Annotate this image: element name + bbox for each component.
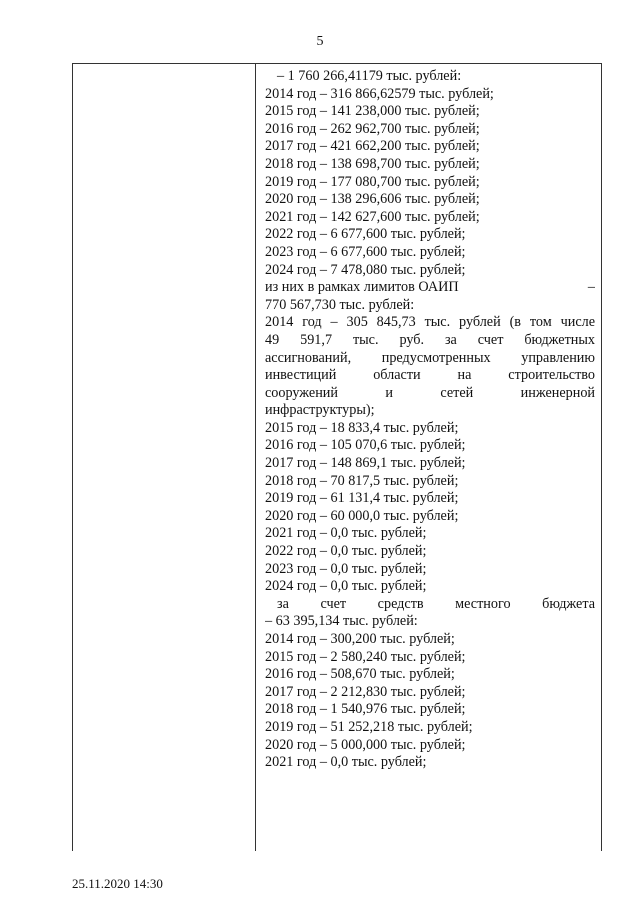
- local-year-line: 2021 год – 0,0 тыс. рублей;: [265, 754, 427, 771]
- total-year-line: 2014 год – 316 866,62579 тыс. рублей;: [265, 85, 494, 102]
- total-year-line: 2015 год – 141 238,000 тыс. рублей;: [265, 103, 480, 120]
- oaip-year-line: 2022 год – 0,0 тыс. рублей;: [265, 543, 427, 560]
- oaip-2014-line: 2014 год – 305 845,73 тыс. рублей (в том числе: [265, 314, 595, 331]
- local-year-line: 2018 год – 1 540,976 тыс. рублей;: [265, 701, 466, 718]
- oaip-year-line: 2023 год – 0,0 тыс. рублей;: [265, 560, 427, 577]
- funding-table: [72, 63, 602, 851]
- local-year-line: 2015 год – 2 580,240 тыс. рублей;: [265, 648, 466, 665]
- total-year-line: 2023 год – 6 677,600 тыс. рублей;: [265, 243, 466, 260]
- local-year-line: 2020 год – 5 000,000 тыс. рублей;: [265, 736, 466, 753]
- local-year-line: 2016 год – 508,670 тыс. рублей;: [265, 666, 455, 683]
- oaip-years-list: [265, 420, 595, 596]
- oaip-year-line: 2021 год – 0,0 тыс. рублей;: [265, 525, 427, 542]
- oaip-2014-line: инфраструктуры);: [265, 402, 375, 419]
- total-years-list: [265, 86, 595, 280]
- total-year-line: 2022 год – 6 677,600 тыс. рублей;: [265, 226, 466, 243]
- total-year-line: 2019 год – 177 080,700 тыс. рублей;: [265, 173, 480, 190]
- funding-cell: [265, 68, 595, 772]
- local-budget-total: – 63 395,134 тыс. рублей:: [265, 613, 418, 630]
- oaip-year-line: 2020 год – 60 000,0 тыс. рублей;: [265, 507, 459, 524]
- local-year-line: 2014 год – 300,200 тыс. рублей;: [265, 631, 455, 647]
- total-year-line: 2021 год – 142 627,600 тыс. рублей;: [265, 208, 480, 225]
- oaip-dash: –: [587, 279, 595, 296]
- page-number: 5: [316, 34, 324, 49]
- oaip-year-line: 2019 год – 61 131,4 тыс. рублей;: [265, 490, 459, 507]
- oaip-year-line: 2018 год – 70 817,5 тыс. рублей;: [265, 472, 459, 489]
- oaip-year-line: 2015 год – 18 833,4 тыс. рублей;: [265, 419, 459, 436]
- local-years-list: [265, 631, 595, 772]
- oaip-total: 770 567,730 тыс. рублей:: [265, 296, 415, 313]
- oaip-year-line: 2016 год – 105 070,6 тыс. рублей;: [265, 437, 466, 454]
- oaip-2014-paragraph: [265, 314, 595, 420]
- total-year-line: 2020 год – 138 296,606 тыс. рублей;: [265, 191, 480, 208]
- total-year-line: 2017 год – 421 662,200 тыс. рублей;: [265, 138, 480, 155]
- oaip-2014-line: ассигнований, предусмотренных управлению: [265, 349, 595, 366]
- oaip-2014-line: инвестиций области на строительство: [265, 367, 595, 384]
- oaip-year-line: 2017 год – 148 869,1 тыс. рублей;: [265, 455, 466, 472]
- oaip-year-line: 2024 год – 0,0 тыс. рублей;: [265, 578, 427, 595]
- total-year-line: 2024 год – 7 478,080 тыс. рублей;: [265, 261, 466, 278]
- total-amount: – 1 760 266,41179 тыс. рублей:: [277, 68, 462, 84]
- oaip-2014-line: сооружений и сетей инженерной: [265, 384, 595, 401]
- oaip-2014-line: 49 591,7 тыс. руб. за счет бюджетных: [265, 331, 595, 348]
- oaip-heading-line: [265, 279, 595, 297]
- local-year-line: 2017 год – 2 212,830 тыс. рублей;: [265, 683, 466, 700]
- local-year-line: 2019 год – 51 252,218 тыс. рублей;: [265, 718, 473, 735]
- total-year-line: 2016 год – 262 962,700 тыс. рублей;: [265, 120, 480, 137]
- print-timestamp: 25.11.2020 14:30: [72, 876, 163, 891]
- local-budget-heading: за счет средств местного бюджета: [277, 595, 595, 612]
- column-divider: [255, 64, 256, 851]
- oaip-heading: из них в рамках лимитов ОАИП: [265, 279, 459, 296]
- total-year-line: 2018 год – 138 698,700 тыс. рублей;: [265, 155, 480, 172]
